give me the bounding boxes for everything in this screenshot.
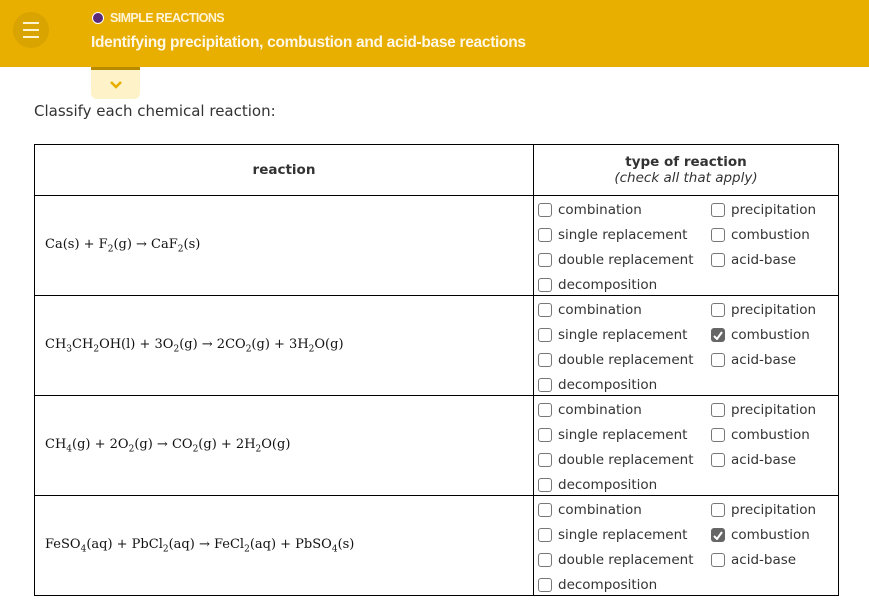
checkbox-icon[interactable] [711,253,725,267]
checkbox-icon[interactable] [711,553,725,567]
checkbox-decomposition[interactable] [538,275,711,295]
checkbox-icon[interactable] [538,478,552,492]
checkbox-icon[interactable] [711,203,725,217]
option-label: combustion [731,427,810,443]
checkbox-combustion[interactable] [711,225,831,245]
checkbox-double-replacement[interactable] [538,350,711,370]
checkbox-icon[interactable] [711,228,725,242]
checkbox-icon[interactable] [538,378,552,392]
page-title: Identifying precipitation, combustion and acid-base reactions [91,34,526,51]
checkbox-acid-base[interactable] [711,450,831,470]
option-label: single replacement [558,427,688,443]
option-label: combination [558,202,642,218]
option-label: combustion [731,227,810,243]
option-label: precipitation [731,502,817,518]
checked-checkbox-icon[interactable] [711,528,725,542]
option-label: acid-base [731,452,797,468]
option-label: decomposition [558,477,658,493]
checkbox-icon[interactable] [711,303,725,317]
checkbox-combination[interactable] [538,500,711,520]
option-label: double replacement [558,252,694,268]
hamburger-icon [23,22,39,24]
option-label: decomposition [558,377,658,393]
option-label: acid-base [731,552,797,568]
option-label: combustion [731,327,810,343]
checkbox-single-replacement[interactable] [538,225,711,245]
menu-button[interactable] [13,12,49,48]
reaction-type-options [534,496,839,596]
option-label: decomposition [558,277,658,293]
option-label: combination [558,402,642,418]
checkbox-icon[interactable] [538,253,552,267]
option-label: double replacement [558,452,694,468]
checkbox-decomposition[interactable] [538,475,711,495]
option-label: single replacement [558,527,688,543]
checkbox-combination[interactable] [538,400,711,420]
reaction-equation: $CH_4(g) + 2O_2(g) \to CO_2(g) + 2H_2O(g)$ [35,396,534,496]
checkbox-acid-base[interactable] [711,250,831,270]
option-label: precipitation [731,202,817,218]
checkbox-combustion[interactable] [711,425,831,445]
checkbox-icon[interactable] [538,203,552,217]
type-column-header: type of reaction (check all that apply) [534,145,839,196]
option-label: acid-base [731,352,797,368]
reaction-type-options [534,196,839,296]
option-label: precipitation [731,402,817,418]
option-label: single replacement [558,227,688,243]
option-label: double replacement [558,552,694,568]
checkbox-double-replacement[interactable] [538,450,711,470]
checkbox-icon[interactable] [538,553,552,567]
expand-button[interactable] [91,67,140,99]
checkbox-combustion[interactable] [711,325,831,345]
checkbox-single-replacement[interactable] [538,525,711,545]
checkbox-precipitation[interactable] [711,400,831,420]
checkbox-icon[interactable] [711,428,725,442]
checkbox-combustion[interactable] [711,525,831,545]
table-row [35,496,839,596]
checkbox-icon[interactable] [711,403,725,417]
category-label: SIMPLE REACTIONS [92,11,224,25]
checkbox-icon[interactable] [538,403,552,417]
checkbox-icon[interactable] [538,228,552,242]
checkbox-icon[interactable] [538,328,552,342]
checkbox-acid-base[interactable] [711,350,831,370]
option-label: combination [558,502,642,518]
category-dot-icon [92,12,104,24]
checkbox-icon[interactable] [538,503,552,517]
checkbox-icon[interactable] [711,453,725,467]
option-label: combination [558,302,642,318]
checkbox-decomposition[interactable] [538,375,711,395]
option-label: precipitation [731,302,817,318]
table-row [35,396,839,496]
checkbox-icon[interactable] [711,503,725,517]
reaction-type-options [534,396,839,496]
table-row [35,196,839,296]
checkbox-acid-base[interactable] [711,550,831,570]
table-row [35,296,839,396]
checkbox-double-replacement[interactable] [538,550,711,570]
checkbox-precipitation[interactable] [711,200,831,220]
checkbox-icon[interactable] [538,578,552,592]
reaction-equation: $CH_3CH_2OH(l) + 3O_2(g) \to 2CO_2(g) + 3H_2O(g)$ [35,296,534,396]
checked-checkbox-icon[interactable] [711,328,725,342]
reaction-table [34,144,839,596]
top-bar [0,0,869,67]
checkbox-icon[interactable] [538,353,552,367]
chevron-down-icon [109,80,123,89]
reaction-column-header: reaction [35,145,534,196]
checkbox-icon[interactable] [538,303,552,317]
checkbox-decomposition[interactable] [538,575,711,595]
checkbox-icon[interactable] [538,428,552,442]
checkbox-icon[interactable] [538,528,552,542]
checkbox-precipitation[interactable] [711,500,831,520]
checkbox-precipitation[interactable] [711,300,831,320]
option-label: acid-base [731,252,797,268]
checkbox-single-replacement[interactable] [538,325,711,345]
checkbox-double-replacement[interactable] [538,250,711,270]
checkbox-combination[interactable] [538,300,711,320]
option-label: double replacement [558,352,694,368]
checkbox-single-replacement[interactable] [538,425,711,445]
reaction-equation: $Ca(s) + F_2(g) \to CaF_2(s)$ [35,196,534,296]
option-label: combustion [731,527,810,543]
option-label: single replacement [558,327,688,343]
option-label: decomposition [558,577,658,593]
checkbox-combination[interactable] [538,200,711,220]
checkbox-icon[interactable] [538,453,552,467]
prompt: Classify each chemical reaction: [34,102,276,120]
reaction-type-options [534,296,839,396]
checkbox-icon[interactable] [711,353,725,367]
reaction-equation: FeSO$_4$(aq) + PbCl$_2$(aq) → FeCl$_2$(aq) + PbSO$_4$(s) [35,496,534,596]
checkbox-icon[interactable] [538,278,552,292]
